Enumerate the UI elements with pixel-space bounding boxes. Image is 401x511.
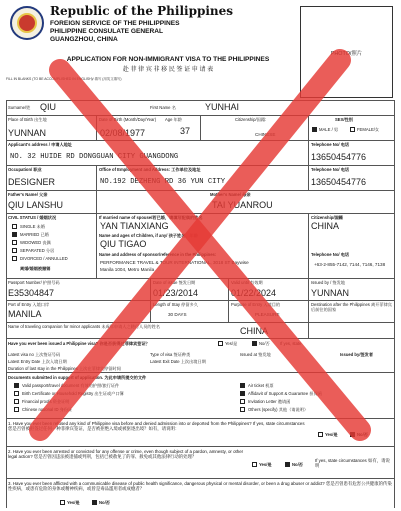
place-of-birth-label: Place of Birth 出生地: [8, 117, 47, 122]
passport-value[interactable]: E35304847: [8, 288, 55, 298]
divider: [308, 115, 309, 190]
civil-status-label: CIVIL STATUS / 婚姻状况: [8, 215, 57, 220]
purpose-value[interactable]: PLEASURE: [255, 312, 280, 317]
children-label: Name and ages of Children, if any/ 孩子姓名、年龄: [99, 233, 198, 238]
q2-if-yes: If yes, state circumstances 如有，请说明: [315, 458, 390, 469]
single-checkbox[interactable]: [12, 224, 17, 229]
purpose-label: Purpose of Entry 入境目的: [231, 302, 281, 307]
valid-until-value[interactable]: 01/22/2024: [231, 288, 277, 298]
stay-value[interactable]: 30 DAYS: [168, 312, 187, 317]
divider: [6, 300, 395, 301]
doc-invitation-checkbox[interactable]: [240, 399, 245, 404]
form-title-cn: 赴 菲 律 宾 非 移 民 签 证 申 请 表: [122, 67, 214, 73]
divider: [6, 165, 395, 166]
first-name-label: First Name 名: [150, 105, 176, 110]
question-3: 3. Have you ever been afflicted with a communicable disease of public health significance, dangerous physical or mental disorder, or been a drug abuser or addict? 您是否曾患有危害公共健康的传染性疾病，或患有危险的身体或精神疾病，或曾是毒品滥用者或成瘾者？: [8, 481, 392, 492]
companion-label: Name of traveling companion for minor applicants 未成年申请人之随行人员的姓名: [8, 324, 160, 329]
fill-note: FILL IN BLANKS (TO BE ACCOMPLISHED IN ENGLISH)/ 填写 (用英文填写): [6, 77, 122, 81]
photo-label: PHOTO/照片: [330, 51, 363, 57]
issued-by-label: Issued by / 签发地: [311, 280, 345, 285]
address-value[interactable]: NO. 32 HUIDE RD DONGGUAN CITY GUANGDONG: [10, 153, 179, 161]
destination-label: Destination after the Philippines 离开菲律宾后前往的国家: [311, 302, 392, 312]
republic-heading: Republic of the Philippines: [50, 4, 234, 18]
children-value[interactable]: QIU TIGAO: [100, 239, 147, 249]
first-name-value[interactable]: YUNHAI: [205, 102, 240, 112]
entry-value[interactable]: MANILA: [8, 309, 42, 319]
sponsor-tel-value[interactable]: +63-2-855-7142, 7144, 7146, 7138: [314, 262, 386, 267]
q3-no-label: No/否: [99, 500, 110, 505]
divider: [6, 190, 395, 191]
single-label: SINGLE 未婚: [20, 224, 45, 229]
male-label: MALE / 男: [319, 127, 339, 132]
destination-value[interactable]: CHINA: [240, 326, 269, 336]
q1-no-checkbox[interactable]: [350, 432, 355, 437]
divider: [6, 278, 395, 279]
consulate-heading: PHILIPPINE CONSULATE GENERAL: [50, 28, 164, 35]
widowed-label: WIDOWED 丧偶: [20, 240, 51, 245]
citizenship2-value[interactable]: CHINA: [311, 221, 340, 231]
sex-label: SEX/性别: [335, 117, 353, 122]
stay-label: Length of Stay 停留多久: [153, 302, 198, 307]
divider: [96, 190, 97, 213]
divider: [6, 446, 395, 447]
prev-visa-yes-label: Yes/是: [225, 341, 238, 346]
divider: [150, 278, 151, 322]
doc-passport-label: Valid passport/travel document 有效的护照/旅行证件: [22, 383, 120, 388]
doc-passport-checkbox[interactable]: [14, 383, 19, 388]
office-value[interactable]: NO.192 DEZHENG RD 36 YUN CITY: [100, 178, 226, 186]
female-label: FEMALE/女: [357, 127, 380, 132]
sponsor-value[interactable]: PERFORMANCE TRAVEL & TOUR INTERNATIONAL, 3018 ST Baywise: [100, 260, 249, 265]
divider: [6, 100, 395, 101]
married-label: MARRIED 已婚: [20, 232, 49, 237]
doc-financial-checkbox[interactable]: [14, 399, 19, 404]
telephone2-value[interactable]: 13650454776: [311, 177, 367, 187]
father-value[interactable]: QIU LANSHU: [8, 200, 64, 210]
citizenship-label: Citizenship/国籍:: [235, 117, 267, 122]
q2-yes-checkbox[interactable]: [252, 462, 257, 467]
doc-birth-label: Birth Certificate or Household Registry 出生证或户口簿: [22, 391, 124, 396]
issue-date-value[interactable]: 01/23/2014: [153, 288, 199, 298]
sponsor-label: Name and address of sponsor/reference in the Philippines:: [99, 252, 217, 257]
q2-yes-label: Yes/是: [259, 462, 272, 467]
visa-type-label: Type of visa 签证种类: [150, 352, 191, 357]
documents-label: Documents submitted in support of application. 为此申请所提交的文件: [8, 375, 147, 380]
issued-by-value[interactable]: YUNNAN: [311, 288, 350, 298]
occupation-label: Occupation/ 职业: [8, 167, 42, 172]
divorced-checkbox[interactable]: [12, 256, 17, 261]
divider: [6, 322, 395, 323]
divorced-label: DIVORCED / ANNULLED: [20, 256, 68, 261]
divider: [96, 115, 97, 140]
prev-visa-no-label: No/否: [259, 341, 270, 346]
telephone-label: Telephone No/ 电话: [311, 142, 350, 147]
latest-entry-label: Latest Entry Date 上次入境日期: [8, 359, 67, 364]
divider: [96, 165, 97, 190]
doc-invitation-label: Invitation Letter 邀请函: [248, 399, 291, 404]
prev-visa-no-checkbox[interactable]: [252, 341, 257, 346]
if-yes-label: If yes, state: [280, 341, 302, 346]
spouse-label: If married name of spouse/若已婚，请填写配偶的姓名: [99, 215, 203, 220]
entry-label: Port of Entry 入境口岸: [8, 302, 50, 307]
surname-label: Surname/姓: [8, 105, 31, 110]
divider: [394, 100, 395, 508]
valid-until-label: Valid until 有效期: [231, 280, 263, 285]
philippine-seal-icon: [10, 6, 44, 40]
occupation-value[interactable]: DESIGNER: [8, 177, 56, 187]
divorced-cn-label: 离婚/婚姻被撤销: [20, 266, 51, 271]
place-of-birth-value[interactable]: YUNNAN: [8, 128, 47, 138]
divider: [6, 418, 395, 419]
telephone-value[interactable]: 13650454776: [311, 152, 367, 162]
doc-financial-label: Financial proofs 资金证明: [22, 399, 70, 404]
prev-visa-yes-checkbox[interactable]: [218, 341, 223, 346]
doc-others-checkbox[interactable]: [240, 407, 245, 412]
male-checkbox[interactable]: [312, 127, 317, 132]
address-label: Applicant's address / 申请人地址: [8, 142, 73, 147]
dob-label: Date of Birth (Month/Day/Year): [99, 117, 157, 122]
divider: [6, 140, 395, 141]
married-checkbox[interactable]: [12, 232, 17, 237]
q3-yes-checkbox[interactable]: [60, 500, 65, 505]
doc-birth-checkbox[interactable]: [14, 391, 19, 396]
office-label: Office of Employment and Address: 工作单位及地址: [99, 167, 201, 172]
divider: [6, 372, 395, 373]
divider: [6, 213, 395, 214]
previous-visa-label: Have you ever been issued a Philippine visa? 你是否获得过菲律宾签证？: [8, 341, 150, 346]
issued-by2-label: Issued by/签发者: [340, 352, 374, 357]
sponsor-tel-label: Telephone No/ 电话: [311, 252, 350, 257]
photo-box: [300, 6, 393, 98]
sponsor-value-2[interactable]: Manila 1004, Metro Manila: [100, 267, 155, 272]
last-stay-label: Duration of last stay in the Philippines 上次在菲律宾停留时间: [8, 366, 121, 371]
divider: [6, 478, 395, 479]
separated-label: SEPARATED 分居: [20, 248, 55, 253]
surname-value[interactable]: QIU: [40, 102, 57, 112]
doc-affidavit-label: Affidavit of Support & Guarantee 担保函: [248, 391, 322, 396]
doc-id-checkbox[interactable]: [14, 407, 19, 412]
department-heading: FOREIGN SERVICE OF THE PHILIPPINES: [50, 20, 180, 27]
q2-no-checkbox[interactable]: [285, 462, 290, 467]
question-2: 2. Have you ever been arrested or convicted for any offense or crime, even though subject of a pardon, amnesty, or other legal action? 您是否曾因违法被逮捕或判刑，包括已被赦免了的罪、赦免或其他法律行动的处理？: [8, 449, 244, 460]
doc-affidavit-checkbox[interactable]: [240, 391, 245, 396]
issue-date-label: Date of issue 签发日期: [153, 280, 196, 285]
divider: [308, 278, 309, 338]
latest-exit-label: Latest Exit Date 上次出境日期: [150, 359, 206, 364]
passport-label: Passport Number/ 护照号码: [8, 280, 60, 285]
female-checkbox[interactable]: [350, 127, 355, 132]
doc-id-label: Chinese national ID 身份证: [22, 407, 73, 412]
q3-no-checkbox[interactable]: [92, 500, 97, 505]
doc-air-ticket-checkbox[interactable]: [240, 383, 245, 388]
question-1: 1. Have you ever been refused any kind of Philippine visa before and denied admission into or deported from the Philippines? If yes, state circumstances 您是否曾被拒签过任何一种菲律宾签证，是否被拒绝入境或被驱逐出境？如有，请说明：: [8, 421, 305, 432]
dob-value[interactable]: 02/08/1977: [100, 128, 146, 138]
spouse-value[interactable]: YAN TIANXIANG: [100, 221, 169, 231]
citizenship-value[interactable]: CHINESE: [255, 132, 276, 137]
separated-checkbox[interactable]: [12, 248, 17, 253]
q1-no-label: No/否: [357, 432, 368, 437]
divider: [6, 100, 7, 508]
q1-yes-label: Yes/是: [325, 432, 338, 437]
q2-no-label: No/否: [292, 462, 303, 467]
mother-value[interactable]: TAI YUANROU: [212, 200, 273, 210]
father-label: Father's Name/ 父亲: [8, 192, 48, 197]
telephone2-label: Telephone No/ 电话: [311, 167, 350, 172]
doc-others-label: Others (specify) 其他（请说明）: [248, 407, 309, 412]
widowed-checkbox[interactable]: [12, 240, 17, 245]
age-value[interactable]: 37: [180, 126, 191, 136]
divider: [6, 338, 395, 339]
form-title: APPLICATION FOR NON-IMMIGRANT VISA TO THE PHILIPPINES: [66, 56, 270, 63]
divider: [228, 278, 229, 322]
q1-yes-checkbox[interactable]: [318, 432, 323, 437]
doc-air-ticket-label: Air ticket 机票: [248, 383, 274, 388]
latest-visa-label: Latest visa no 上次签证号码: [8, 352, 61, 357]
citizenship2-label: Citizenship/国籍: [311, 215, 343, 220]
divider: [200, 115, 201, 140]
divider: [96, 213, 97, 278]
divider: [308, 213, 309, 278]
issued-at-label: Issued at 签发地: [240, 352, 271, 357]
city-heading: GUANGZHOU, CHINA: [50, 36, 118, 43]
mother-label: Mother's Name/ 母亲: [210, 192, 251, 197]
age-label: Age 年龄: [165, 117, 182, 122]
q3-yes-label: Yes/是: [67, 500, 80, 505]
